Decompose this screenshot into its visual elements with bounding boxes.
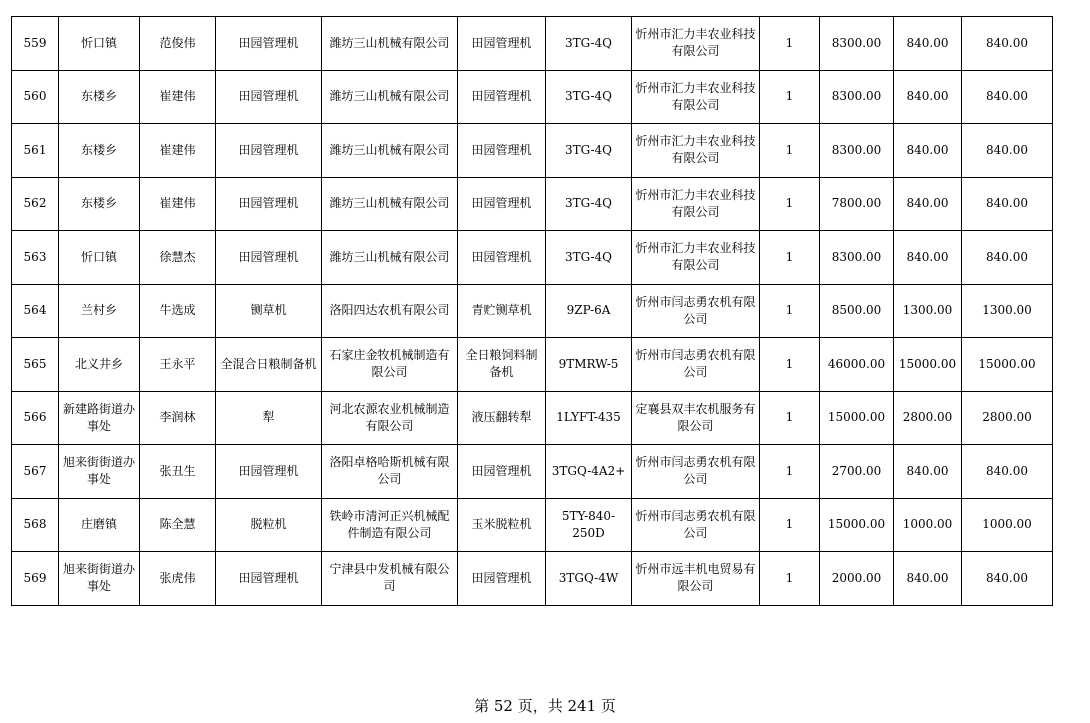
cell-total-subsidy: 840.00: [962, 231, 1053, 285]
table-row: [12, 498, 1053, 552]
cell-row-number: 562: [12, 177, 59, 231]
cell-product-name: 田园管理机: [458, 70, 546, 124]
cell-product-name: 田园管理机: [458, 124, 546, 178]
cell-row-number: 565: [12, 338, 59, 392]
cell-manufacturer: 洛阳四达农机有限公司: [322, 284, 458, 338]
cell-sale-price: 8500.00: [820, 284, 894, 338]
cell-manufacturer: 宁津县中发机械有限公司: [322, 552, 458, 606]
cell-total-subsidy: 1000.00: [962, 498, 1053, 552]
cell-manufacturer: 潍坊三山机械有限公司: [322, 70, 458, 124]
cell-quantity: 1: [760, 445, 820, 499]
cell-machine-category: 田园管理机: [216, 552, 322, 606]
cell-township: 东楼乡: [59, 177, 140, 231]
cell-subsidy-amount: 15000.00: [894, 338, 962, 392]
page-footer: 第 52 页，共 241 页: [474, 697, 616, 715]
cell-subsidy-amount: 840.00: [894, 445, 962, 499]
cell-product-name: 田园管理机: [458, 177, 546, 231]
subsidy-table: [11, 16, 1053, 606]
cell-manufacturer: 河北农源农业机械制造有限公司: [322, 391, 458, 445]
cell-township: 旭来街街道办事处: [59, 552, 140, 606]
cell-dealer: 忻州市汇力丰农业科技有限公司: [632, 17, 760, 71]
cell-product-name: 玉米脱粒机: [458, 498, 546, 552]
cell-applicant-name: 牛选成: [140, 284, 216, 338]
cell-subsidy-amount: 840.00: [894, 124, 962, 178]
cell-model: 3TGQ-4A2+: [546, 445, 632, 499]
cell-quantity: 1: [760, 552, 820, 606]
cell-dealer: 忻州市汇力丰农业科技有限公司: [632, 177, 760, 231]
cell-total-subsidy: 1300.00: [962, 284, 1053, 338]
cell-total-subsidy: 840.00: [962, 17, 1053, 71]
cell-row-number: 564: [12, 284, 59, 338]
cell-row-number: 563: [12, 231, 59, 285]
cell-product-name: 青贮铡草机: [458, 284, 546, 338]
table-row: [12, 17, 1053, 71]
cell-quantity: 1: [760, 70, 820, 124]
cell-applicant-name: 崔建伟: [140, 70, 216, 124]
cell-manufacturer: 潍坊三山机械有限公司: [322, 177, 458, 231]
cell-machine-category: 田园管理机: [216, 124, 322, 178]
cell-quantity: 1: [760, 338, 820, 392]
cell-dealer: 忻州市闫志勇农机有限公司: [632, 284, 760, 338]
cell-product-name: 田园管理机: [458, 445, 546, 499]
cell-quantity: 1: [760, 17, 820, 71]
cell-manufacturer: 潍坊三山机械有限公司: [322, 17, 458, 71]
cell-product-name: 田园管理机: [458, 552, 546, 606]
cell-machine-category: 全混合日粮制备机: [216, 338, 322, 392]
cell-subsidy-amount: 1300.00: [894, 284, 962, 338]
cell-model: 9TMRW-5: [546, 338, 632, 392]
cell-applicant-name: 李润林: [140, 391, 216, 445]
cell-sale-price: 15000.00: [820, 391, 894, 445]
table-row: [12, 177, 1053, 231]
cell-subsidy-amount: 840.00: [894, 177, 962, 231]
cell-total-subsidy: 840.00: [962, 552, 1053, 606]
cell-manufacturer: 石家庄金牧机械制造有限公司: [322, 338, 458, 392]
cell-total-subsidy: 840.00: [962, 70, 1053, 124]
table-row: [12, 70, 1053, 124]
cell-subsidy-amount: 2800.00: [894, 391, 962, 445]
cell-applicant-name: 张虎伟: [140, 552, 216, 606]
cell-applicant-name: 崔建伟: [140, 124, 216, 178]
cell-applicant-name: 崔建伟: [140, 177, 216, 231]
cell-machine-category: 田园管理机: [216, 231, 322, 285]
cell-manufacturer: 潍坊三山机械有限公司: [322, 231, 458, 285]
cell-sale-price: 15000.00: [820, 498, 894, 552]
cell-applicant-name: 张丑生: [140, 445, 216, 499]
cell-sale-price: 2700.00: [820, 445, 894, 499]
cell-total-subsidy: 2800.00: [962, 391, 1053, 445]
table-row: [12, 231, 1053, 285]
cell-row-number: 559: [12, 17, 59, 71]
cell-row-number: 566: [12, 391, 59, 445]
cell-row-number: 569: [12, 552, 59, 606]
cell-sale-price: 46000.00: [820, 338, 894, 392]
cell-dealer: 忻州市汇力丰农业科技有限公司: [632, 124, 760, 178]
cell-sale-price: 8300.00: [820, 231, 894, 285]
cell-machine-category: 田园管理机: [216, 177, 322, 231]
table-row: [12, 391, 1053, 445]
cell-row-number: 561: [12, 124, 59, 178]
cell-township: 东楼乡: [59, 124, 140, 178]
table-row: [12, 445, 1053, 499]
cell-machine-category: 脱粒机: [216, 498, 322, 552]
cell-total-subsidy: 840.00: [962, 124, 1053, 178]
table-row: [12, 338, 1053, 392]
cell-applicant-name: 陈全慧: [140, 498, 216, 552]
cell-township: 北义井乡: [59, 338, 140, 392]
cell-subsidy-amount: 840.00: [894, 231, 962, 285]
cell-subsidy-amount: 840.00: [894, 17, 962, 71]
cell-quantity: 1: [760, 177, 820, 231]
cell-dealer: 忻州市远丰机电贸易有限公司: [632, 552, 760, 606]
cell-quantity: 1: [760, 391, 820, 445]
cell-township: 庄磨镇: [59, 498, 140, 552]
cell-sale-price: 2000.00: [820, 552, 894, 606]
cell-dealer: 忻州市闫志勇农机有限公司: [632, 498, 760, 552]
cell-model: 3TG-4Q: [546, 231, 632, 285]
cell-dealer: 定襄县双丰农机服务有限公司: [632, 391, 760, 445]
cell-model: 3TG-4Q: [546, 70, 632, 124]
cell-quantity: 1: [760, 124, 820, 178]
cell-township: 旭来街街道办事处: [59, 445, 140, 499]
cell-product-name: 田园管理机: [458, 231, 546, 285]
cell-quantity: 1: [760, 284, 820, 338]
cell-dealer: 忻州市闫志勇农机有限公司: [632, 445, 760, 499]
cell-sale-price: 8300.00: [820, 17, 894, 71]
cell-township: 东楼乡: [59, 70, 140, 124]
cell-manufacturer: 洛阳卓格哈斯机械有限公司: [322, 445, 458, 499]
table-row: [12, 284, 1053, 338]
cell-subsidy-amount: 1000.00: [894, 498, 962, 552]
cell-row-number: 560: [12, 70, 59, 124]
cell-applicant-name: 范俊伟: [140, 17, 216, 71]
cell-product-name: 全日粮饲料制备机: [458, 338, 546, 392]
cell-machine-category: 田园管理机: [216, 17, 322, 71]
cell-quantity: 1: [760, 231, 820, 285]
cell-dealer: 忻州市闫志勇农机有限公司: [632, 338, 760, 392]
cell-dealer: 忻州市汇力丰农业科技有限公司: [632, 70, 760, 124]
cell-model: 9ZP-6A: [546, 284, 632, 338]
cell-model: 1LYFT-435: [546, 391, 632, 445]
cell-model: 3TG-4Q: [546, 17, 632, 71]
cell-machine-category: 犁: [216, 391, 322, 445]
cell-total-subsidy: 840.00: [962, 177, 1053, 231]
cell-product-name: 液压翻转犁: [458, 391, 546, 445]
cell-quantity: 1: [760, 498, 820, 552]
cell-manufacturer: 潍坊三山机械有限公司: [322, 124, 458, 178]
cell-sale-price: 7800.00: [820, 177, 894, 231]
cell-township: 忻口镇: [59, 17, 140, 71]
cell-subsidy-amount: 840.00: [894, 70, 962, 124]
cell-township: 兰村乡: [59, 284, 140, 338]
cell-subsidy-amount: 840.00: [894, 552, 962, 606]
cell-sale-price: 8300.00: [820, 124, 894, 178]
cell-township: 新建路街道办事处: [59, 391, 140, 445]
cell-total-subsidy: 840.00: [962, 445, 1053, 499]
table-row: [12, 552, 1053, 606]
cell-row-number: 568: [12, 498, 59, 552]
cell-sale-price: 8300.00: [820, 70, 894, 124]
cell-applicant-name: 徐慧杰: [140, 231, 216, 285]
cell-machine-category: 铡草机: [216, 284, 322, 338]
cell-manufacturer: 铁岭市清河正兴机械配件制造有限公司: [322, 498, 458, 552]
cell-total-subsidy: 15000.00: [962, 338, 1053, 392]
cell-model: 3TG-4Q: [546, 124, 632, 178]
cell-machine-category: 田园管理机: [216, 445, 322, 499]
cell-dealer: 忻州市汇力丰农业科技有限公司: [632, 231, 760, 285]
cell-township: 忻口镇: [59, 231, 140, 285]
cell-model: 5TY-840-250D: [546, 498, 632, 552]
cell-model: 3TG-4Q: [546, 177, 632, 231]
cell-machine-category: 田园管理机: [216, 70, 322, 124]
cell-applicant-name: 王永平: [140, 338, 216, 392]
cell-model: 3TGQ-4W: [546, 552, 632, 606]
table-row: [12, 124, 1053, 178]
cell-product-name: 田园管理机: [458, 17, 546, 71]
cell-row-number: 567: [12, 445, 59, 499]
